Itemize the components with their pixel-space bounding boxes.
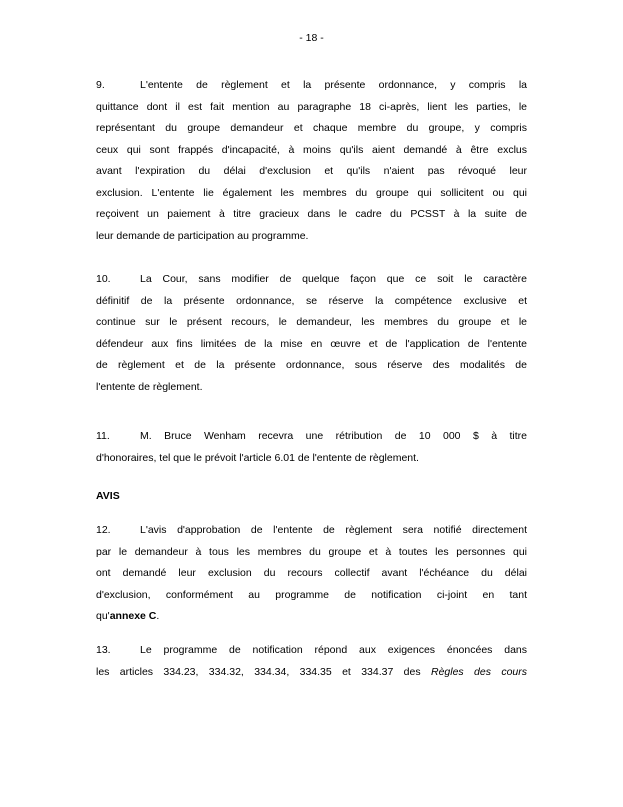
text-line xyxy=(96,606,527,628)
text-line xyxy=(96,563,527,585)
text-line xyxy=(96,97,527,119)
text-line xyxy=(96,585,527,607)
text-segment: d'exclusion, conformément au programme de notification ci-joint en tant xyxy=(96,588,527,601)
text-line xyxy=(96,118,527,140)
text-line xyxy=(96,426,527,448)
text-line xyxy=(96,312,527,334)
text-segment: d'honoraires, tel que le prévoit l'article 6.01 de l'entente de règlement. xyxy=(96,451,419,464)
text-line xyxy=(96,204,527,226)
text-segment: continue sur le présent recours, le demandeur, les membres du groupe et le xyxy=(96,316,527,328)
text-line xyxy=(96,226,527,248)
paragraph-11 xyxy=(96,426,527,469)
paragraph-number: 13. xyxy=(96,644,111,656)
text-segment: L'entente de règlement et la présente ordonnance, y compris la xyxy=(140,79,527,91)
text-segment: reçoivent un paiement à titre gracieux dans le cadre du PCSST à la suite de xyxy=(96,208,527,220)
paragraph-12 xyxy=(96,520,527,628)
paragraph-number: 12. xyxy=(96,524,111,536)
text-segment: avant l'expiration du délai d'exclusion et qu'ils n'aient pas révoqué leur xyxy=(96,165,527,177)
text-segment: l'entente de règlement. xyxy=(96,380,203,393)
text-line xyxy=(96,140,527,162)
text-line xyxy=(96,161,527,183)
paragraph-number: 10. xyxy=(96,273,111,285)
text-segment: de règlement et de la présente ordonnance, sous réserve des modalités de xyxy=(96,359,527,371)
text-line xyxy=(96,662,527,684)
text-segment: par le demandeur à tous les membres du groupe et à toutes les personnes qui xyxy=(96,545,527,558)
paragraph-10 xyxy=(96,269,527,398)
text-segment: représentant du groupe demandeur et chaque membre du groupe, y compris xyxy=(96,122,527,134)
text-line xyxy=(96,75,527,97)
text-segment: L'avis d'approbation de l'entente de règlement sera notifié directement xyxy=(140,524,527,536)
text-line xyxy=(96,269,527,291)
text-line xyxy=(96,334,527,356)
paragraph-13 xyxy=(96,640,527,683)
text-segment: La Cour, sans modifier de quelque façon que ce soit le caractère xyxy=(140,273,527,285)
text-line xyxy=(96,291,527,313)
text-segment: leur demande de participation au programme. xyxy=(96,229,309,242)
text-segment: quittance dont il est fait mention au paragraphe 18 ci-après, lient les parties, le xyxy=(96,100,527,113)
paragraph-number: 9. xyxy=(96,79,105,91)
text-line xyxy=(96,542,527,564)
text-line xyxy=(96,640,527,662)
text-segment: ceux qui sont frappés d'incapacité, à moins qu'ils aient demandé à être exclus xyxy=(96,143,527,156)
text-segment: Règles des cours xyxy=(430,665,527,678)
text-segment: définitif de la présente ordonnance, se réserve la compétence exclusive et xyxy=(96,294,527,307)
text-line xyxy=(96,448,527,470)
text-segment: ont demandé leur exclusion du recours collectif avant l'échéance du délai xyxy=(96,567,527,579)
text-segment: . xyxy=(156,610,160,622)
text-segment: les articles 334.23, 334.32, 334.34, 334.35 et 334.37 des xyxy=(96,665,431,678)
text-line xyxy=(96,355,527,377)
section-heading-avis: AVIS xyxy=(96,490,120,502)
text-segment: M. Bruce Wenham recevra une rétribution de 10 000 $ à titre xyxy=(140,430,527,442)
page-number: - 18 - xyxy=(299,32,324,44)
text-line xyxy=(96,377,527,399)
paragraph-number: 11. xyxy=(96,430,110,442)
text-segment: Le programme de notification répond aux exigences énoncées dans xyxy=(140,644,527,656)
text-segment: annexe C xyxy=(109,610,157,622)
text-line xyxy=(96,183,527,205)
text-line xyxy=(96,520,527,542)
text-segment: défendeur aux fins limitées de la mise en œuvre et de l'application de l'entente xyxy=(96,337,527,350)
text-segment: qu' xyxy=(96,610,110,622)
paragraph-9 xyxy=(96,75,527,247)
text-segment: exclusion. L'entente lie également les membres du groupe qui sollicitent ou qui xyxy=(96,186,527,199)
